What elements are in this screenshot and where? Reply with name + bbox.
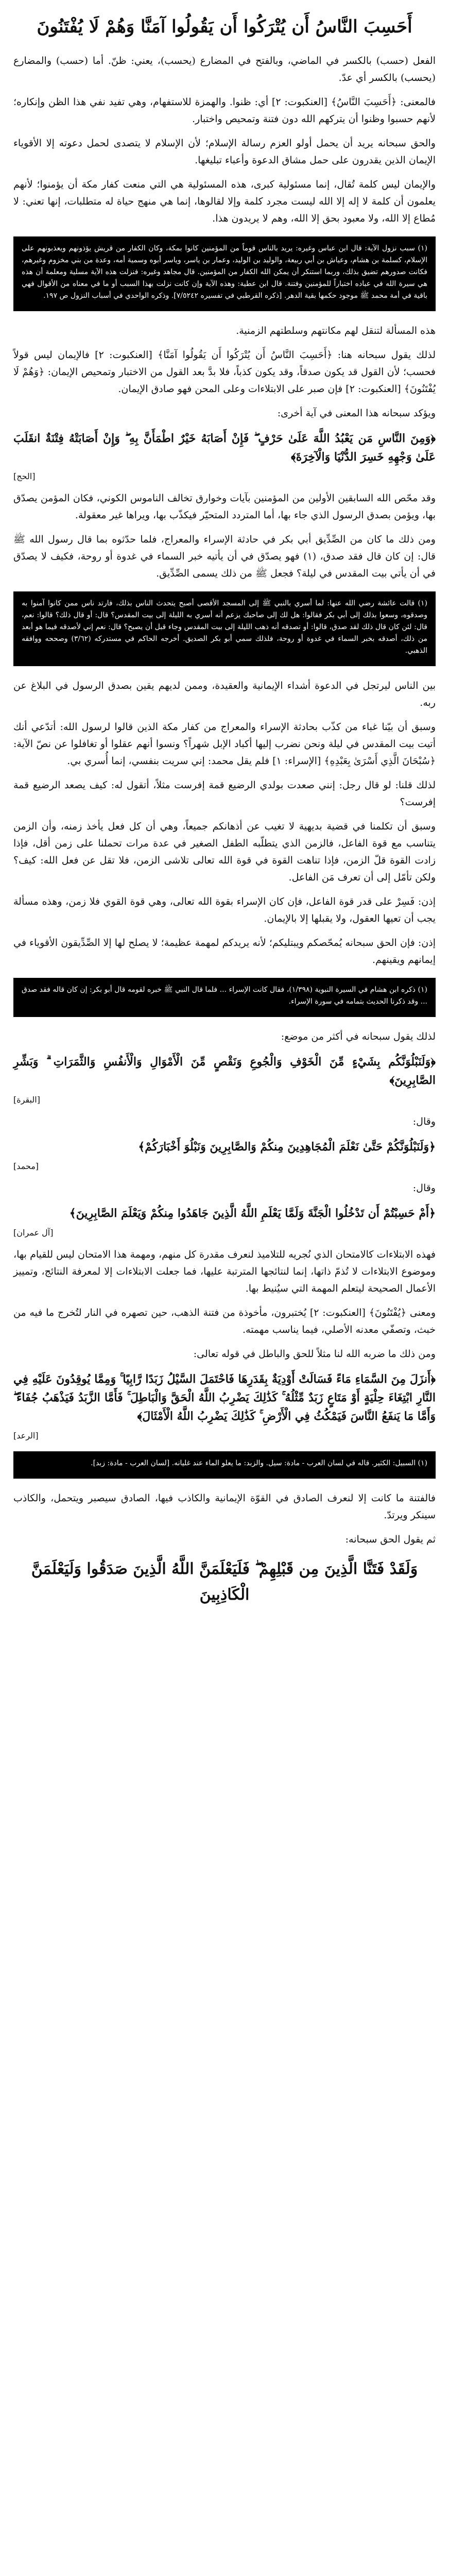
paragraph: وقال:: [412, 1116, 436, 1127]
surah-reference: [الحج]: [13, 471, 36, 481]
paragraph: إذن: فإن الحق سبحانه يُمحّصكم ويبتليكم؛ لأنه يريدكم لمهمة عظيمة؛ لا يصلح لها إلا الصِّدِّيقون الأقوياء في إيمانهم ويقينهم.: [13, 937, 436, 965]
footnote-text: (١) سبب نزول الآية: قال ابن عباس وغيره: يريد بالناس قوماً من المؤمنين كانوا بمكة، وكان الكفار من قريش يؤذونهم ويعذبونهم على الإسلام، كسلمة بن هشام، وعياش بن أبي ربيعة، والوليد بن الوليد، وعمار بن ياسر، وياسر أبوه وسمية أمه، وعدة من بني مخزوم وغيرهم، فكانت صدورهم تضيق بذلك، وربما استنكر أن يمكن الله الكفار من المؤمنين. قال مجاهد وغيره: فنزلت هذه الآية مسلية ومعلمة أن هذه هي سيرة الله في عباده اختباراً للمؤمنين وفتنة. قال ابن عطية: وهذه الآية وإن كانت نزلت بهذا السبب أو ما في معناه من الأقوال فهي باقية في أمة محمد ﷺ موجود حكمها بقية الدهر. [ذكره القرطبي في تفسيره ٧/٥٢٤٢]. وذكره الواحدي في أسباب النزول ص ١٩٧.: [22, 244, 427, 300]
paragraph: ثم يقول الحق سبحانه:: [345, 1534, 436, 1545]
paragraph: والحق سبحانه يريد أن يحمل أولو العزم رسالة الإسلام؛ لأن الإسلام لا يتصدى لحمل دعوته إلا الأقوياء الإيمان الذين يقدرون على حمل مشاق الدعوة وأعباء تبليغها.: [13, 138, 436, 166]
paragraph: ومن ذلك ما كان من الصِّدِّيق أبي بكر في حادثة الإسراء والمعراج، فلما حدّثوه بما قال رسول الله ﷺ قال: إن كان قال فقد صدق، (١) فهو يصدّق في أن يأتيه خبر السماء في غدوة أو روحة، فكيف لا يصدّق في أن يأتي بيت المقدس في ليلة؟ فجعل ﷺ من ذلك يسمى الصِّدِّيق.: [13, 534, 436, 579]
paragraph: الفعل (حسب) بالكسر في الماضي، وبالفتح في المضارع (يحسب)، يعني: ظنّ. أما (حسب) والمضارع (يحسب) بالكسر أي عدّ.: [13, 55, 436, 83]
paragraph: لذلك يقول سبحانه هنا: ﴿أَحَسِبَ النَّاسُ أَن يُتْرَكُوا أَن يَقُولُوا آمَنَّا﴾ [العنكبوت: ٢] فالإيمان ليس قولاً فحسب؛ لأن القول قد يكون صدقاً، وقد يكون كذباً، فلا بدَّ بعد القول من الاختبار وتمحيص الإيمان: ﴿وَهُمْ لَا يُفْتَنُونَ﴾ [العنكبوت: ٢] فإن صبر على الابتلاءات وعلى المحن فهو صادق الإيمان.: [13, 349, 436, 395]
paragraph: وسبق أن تكلمنا في قضية بديهية لا تغيب عن أذهانكم جميعاً، وهي أن كل فعل يأخذ زمنه، وأن الزمن يتناسب مع قوة الفاعل، فالزمن الذي يتطلّبه الطفل الصغير في عدة مرات تحملنا على زمن أقل، فإذا زادت القوة قلّ الزمن، فإذا تناهت القوة في قوة الله تعالى تلاشى الزمن، فلا تقل عن فعل الله: كيف؟ ولكن تأمّل إلى أن تعرف مَن الفاعل.: [13, 821, 436, 883]
footnote-box: [13, 236, 436, 311]
paragraph: ويؤكد سبحانه هذا المعنى في آية أخرى:: [277, 408, 436, 419]
paragraph: هذه المسألة لتنقل لهم مكانتهم وسلطتهم الزمنية.: [236, 325, 436, 336]
surah-reference: [آل عمران]: [13, 1228, 54, 1238]
quran-verse: ﴿أَنزَلَ مِنَ السَّمَاءِ مَاءً فَسَالَتْ أَوْدِيَةٌ بِقَدَرِهَا فَاحْتَمَلَ السَّيْلُ زَبَدًا رَّابِيًا ۚ وَمِمَّا يُوقِدُونَ عَلَيْهِ فِي النَّارِ ابْتِغَاءَ حِلْيَةٍ أَوْ مَتَاعٍ زَبَدٌ مِّثْلُهُ ۚ كَذَٰلِكَ يَضْرِبُ اللَّهُ الْحَقَّ وَالْبَاطِلَ ۚ فَأَمَّا الزَّبَدُ فَيَذْهَبُ جُفَاءً ۖ وَأَمَّا مَا يَنفَعُ النَّاسَ فَيَمْكُثُ فِي الْأَرْضِ ۚ كَذَٰلِكَ يَضْرِبُ اللَّهُ الْأَمْثَالَ﴾: [13, 1372, 436, 1423]
quran-verse: ﴿وَمِنَ النَّاسِ مَن يَعْبُدُ اللَّهَ عَلَىٰ حَرْفٍ ۖ فَإِنْ أَصَابَهُ خَيْرٌ اطْمَأَنَّ بِهِ ۖ وَإِنْ أَصَابَتْهُ فِتْنَةٌ انقَلَبَ عَلَىٰ وَجْهِهِ خَسِرَ الدُّنْيَا وَالْآخِرَةَ﴾: [13, 432, 436, 464]
paragraph: فهذه الابتلاءات كالامتحان الذي نُجريه للتلاميذ لنعرف مقدرة كل منهم، ومهمة هذا الامتحان ليس للقيام بها، وموضوع الابتلاءات لا تُذمّ ذاتها، إنما لنتائجها المترتبة عليها، فما جعلت الابتلاءات إلا لمعرفة النتائج، وتمييز الأعمال الصحيحة ليتعلم المهمة التي سيُنيط بها.: [13, 1249, 436, 1294]
footnote-text: (١) السبيل: الكثير. قاله في لسان العرب - مادة: سيل. والزبد: ما يعلو الماء عند غليانه. [لسان العرب - مادة: زبد].: [91, 1459, 427, 1467]
footnote-text: (١) ذكره ابن هشام في السيرة النبوية (١/٣٩٨)، فقال كانت الإسراء ... فلما قال النبي ﷺ خبره لقومه قال أبو بكر: إن كان قاله فقد صدق ... وقد ذكرنا الحديث بتمامه في سورة الإسراء.: [22, 986, 427, 1006]
quran-verse: ﴿وَلَنَبْلُوَنَّكُم بِشَيْءٍ مِّنَ الْخَوْفِ وَالْجُوعِ وَنَقْصٍ مِّنَ الْأَمْوَالِ وَالْأَنفُسِ وَالثَّمَرَاتِ ۗ وَبَشِّرِ الصَّابِرِينَ﴾: [13, 1055, 436, 1087]
paragraph: فالفتنة ما كانت إلا لنعرف الصادق في القوّة الإيمانية والكاذب فيها، الصادق سيصبر ويتحمل، والكاذب سينكر ويرتدّ.: [13, 1493, 436, 1521]
paragraph: ومعنى ﴿يُفْتَنُونَ﴾ [العنكبوت: ٢] يُختبرون، مأخوذة من فتنة الذهب، حين تصهره في النار لتُخرج ما فيه من خبث، وتصفّي معدنه الأصلي، فيما يناسب مهمته.: [13, 1307, 436, 1335]
footnote-box: [13, 1451, 436, 1479]
closing-verse: وَلَقَدْ فَتَنَّا الَّذِينَ مِن قَبْلِهِمْ ۖ فَلَيَعْلَمَنَّ اللَّهُ الَّذِينَ صَدَقُوا وَلَيَعْلَمَنَّ الْكَاذِبِينَ: [31, 1560, 418, 1604]
footnote-box: [13, 591, 436, 666]
paragraph: بين الناس ليرتجل في الدعوة أشداء الإيمانية والعقيدة، وممن لديهم يقين بصدق الرسول في البلاغ عن ربه.: [13, 680, 436, 708]
verse-banner: أَحَسِبَ النَّاسُ أَن يُتْرَكُوا أَن يَقُولُوا آمَنَّا وَهُمْ لَا يُفْتَنُونَ: [37, 16, 412, 37]
footnote-box: [13, 978, 436, 1017]
page-content: [13, 53, 436, 1548]
quran-verse: ﴿وَلَنَبْلُوَنَّكُمْ حَتَّىٰ نَعْلَمَ الْمُجَاهِدِينَ مِنكُمْ وَالصَّابِرِينَ وَنَبْلُوَ أَخْبَارَكُمْ﴾: [138, 1140, 436, 1154]
paragraph: وقد محّص الله السابقين الأولين من المؤمنين بآيات وخوارق تخالف الناموس الكوني، فكان المؤمن يصدّق بها، ويؤمن بصدق الرسول الذي جاء بها، أما المتردد المتحيّر فيكذّب بها، ويراها غير معقولة.: [13, 493, 436, 521]
paragraph: لذلك قلنا: لو قال رجل: إنني صعدت بولدي الرضيع قمة إفرست مثلاً، أتقول له: كيف يصعد الرضيع قمة إفرست؟: [13, 779, 436, 808]
paragraph: فالمعنى: ﴿أَحَسِبَ النَّاسُ﴾ [العنكبوت: ٢] أي: ظنوا. والهمزة للاستفهام، وهي تفيد نفي هذا الظن وإنكاره؛ لأنهم حسبوا وظنوا أن يتركهم الله دون فتنة وتمحيص واختبار.: [13, 96, 436, 125]
paragraph: ومن ذلك ما ضربه الله لنا مثلاً للحق والباطل في قوله تعالى:: [193, 1348, 436, 1360]
surah-reference: [محمد]: [13, 1161, 39, 1171]
surah-reference: [الرعد]: [13, 1431, 39, 1440]
surah-reference: [البقرة]: [13, 1095, 40, 1105]
paragraph: إذن: فَسِرْ على قدر قوة الفاعل، فإن كان الإسراء بقوة الله تعالى، وهي قوة القوي فلا زمن، وهذه مسألة يجب أن تعيها العقول، ولا يقبلها إلا بالإيمان.: [13, 896, 436, 924]
paragraph: وسبق أن بيّنا غباء من كذّب بحادثة الإسراء والمعراج من كفار مكة الذين قالوا لرسول الله: أتدّعي أنك أتيت بيت المقدس في ليلة ونحن نضرب إليها أكباد الإبل شهراً؟ ونسوا أنهم عقلوا أو تغافلوا عن نصّ الآية: ﴿سُبْحَانَ الَّذِي أَسْرَىٰ بِعَبْدِهِ﴾ [الإسراء: ١] فلم يقل محمد: إني سريت بنفسي، إنما أُسري بي.: [13, 721, 436, 767]
paragraph: لذلك يقول سبحانه في أكثر من موضع:: [281, 1031, 436, 1042]
footnote-text: (١) قالت عائشة رضي الله عنها: لما أسري بالنبي ﷺ إلى المسجد الأقصى أصبح يتحدث الناس بذلك، فارتد ناس ممن كانوا آمنوا به وصدقوه، وسعوا بذلك إلى أبي بكر فقالوا: هل لك إلى صاحبك يزعم أنه أسري به الليلة إلى بيت المقدس؟ قال: أو قال ذلك؟ قالوا: نعم، قال: لئن كان قال ذلك لقد صدق، قالوا: أو تصدقه أنه ذهب الليلة إلى بيت المقدس وجاء قبل أن يصبح؟ قال: نعم إني لأصدقه فيما هو أبعد من ذلك، أصدقه بخبر السماء في غدوة أو روحة، فلذلك سمي أبو بكر الصديق. أخرجه الحاكم في مستدركه (٣/٦٢) وصححه ووافقه الذهبي.: [22, 599, 427, 655]
quran-verse: ﴿أَمْ حَسِبْتُمْ أَن تَدْخُلُوا الْجَنَّةَ وَلَمَّا يَعْلَمِ اللَّهُ الَّذِينَ جَاهَدُوا مِنكُمْ وَيَعْلَمَ الصَّابِرِينَ﴾: [69, 1207, 436, 1220]
paragraph: وقال:: [412, 1182, 436, 1194]
paragraph: والإيمان ليس كلمة تُقال، إنما مسئولية كبرى، هذه المسئولية هي التي منعت كفار مكة أن يؤمنوا؛ لأنهم يعلمون أن كلمة لا إله إلا الله ليست مجرد كلمة وإلا لقالوها، إنما هي منهج حياة له متطلبات، إنها تعني: لا مُطاع إلا الله، ولا معبود بحق إلا الله، وهم لا يريدون هذا.: [13, 179, 436, 224]
